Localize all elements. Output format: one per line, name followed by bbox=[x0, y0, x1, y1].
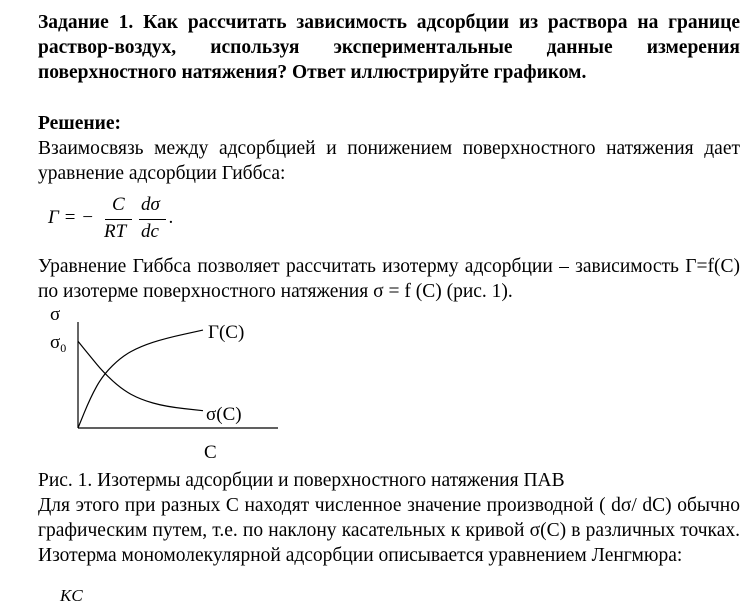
formula-numerator-c: C bbox=[112, 194, 125, 215]
formula-lhs: Г = − bbox=[48, 207, 94, 228]
y-tick-sigma0 bbox=[50, 332, 66, 355]
series-label-surface-tension: σ(C) bbox=[206, 404, 242, 425]
y-axis-label: σ bbox=[50, 304, 61, 325]
figure-caption: Рис. 1. Изотермы адсорбции и поверхностного натяжения ПАВ bbox=[38, 470, 565, 491]
sigma-symbol: σ bbox=[50, 332, 61, 353]
fraction-bar-2 bbox=[139, 219, 166, 220]
series-line-adsorption bbox=[78, 330, 203, 428]
paragraph-gibbs-intro: Взаимосвязь между адсорбцией и понижением поверхностного натяжения дает уравнение адсорбции Гиббса: bbox=[38, 138, 740, 184]
figure-isotherms bbox=[38, 304, 740, 464]
formula-denominator-rt: RT bbox=[104, 221, 127, 242]
gibbs-equation bbox=[38, 190, 740, 246]
task-statement: Задание 1. Как рассчитать зависимость адсорбции из раствора на границе раствор-воздух, используя экспериментальные данные измерения поверхностного натяжения? Ответ иллюстрируйте графиком. bbox=[38, 12, 740, 83]
series-layer bbox=[78, 322, 244, 428]
subscript-zero: 0 bbox=[60, 341, 67, 355]
document-page bbox=[38, 10, 740, 568]
x-axis-label: C bbox=[204, 442, 217, 463]
fraction-bar-1 bbox=[105, 219, 132, 220]
solution-heading: Решение: bbox=[38, 113, 122, 134]
cut-formula-fragment: KC bbox=[60, 586, 83, 605]
formula-denominator-dc: dc bbox=[141, 221, 159, 242]
paragraph-gibbs-usage: Уравнение Гиббса позволяет рассчитать изотерму адсорбции – зависимость Г=f(C) по изотерме поверхностного натяжения σ = f (C) (рис. 1). bbox=[38, 256, 740, 302]
series-label-adsorption: Г(C) bbox=[208, 322, 245, 343]
formula-period: . bbox=[169, 207, 174, 228]
formula-numerator-dsigma: dσ bbox=[141, 194, 160, 215]
series-line-surface-tension bbox=[78, 341, 203, 410]
paragraph-langmuir: Для этого при разных С находят численное значение производной ( dσ/ dC) обычно графическим путем, т.е. по наклону касательных к кривой σ(C) в различных точках. Изотерма мономолекулярной адсорбции описывается уравнением Ленгмюра: bbox=[38, 495, 740, 566]
isotherm-chart bbox=[38, 304, 298, 464]
